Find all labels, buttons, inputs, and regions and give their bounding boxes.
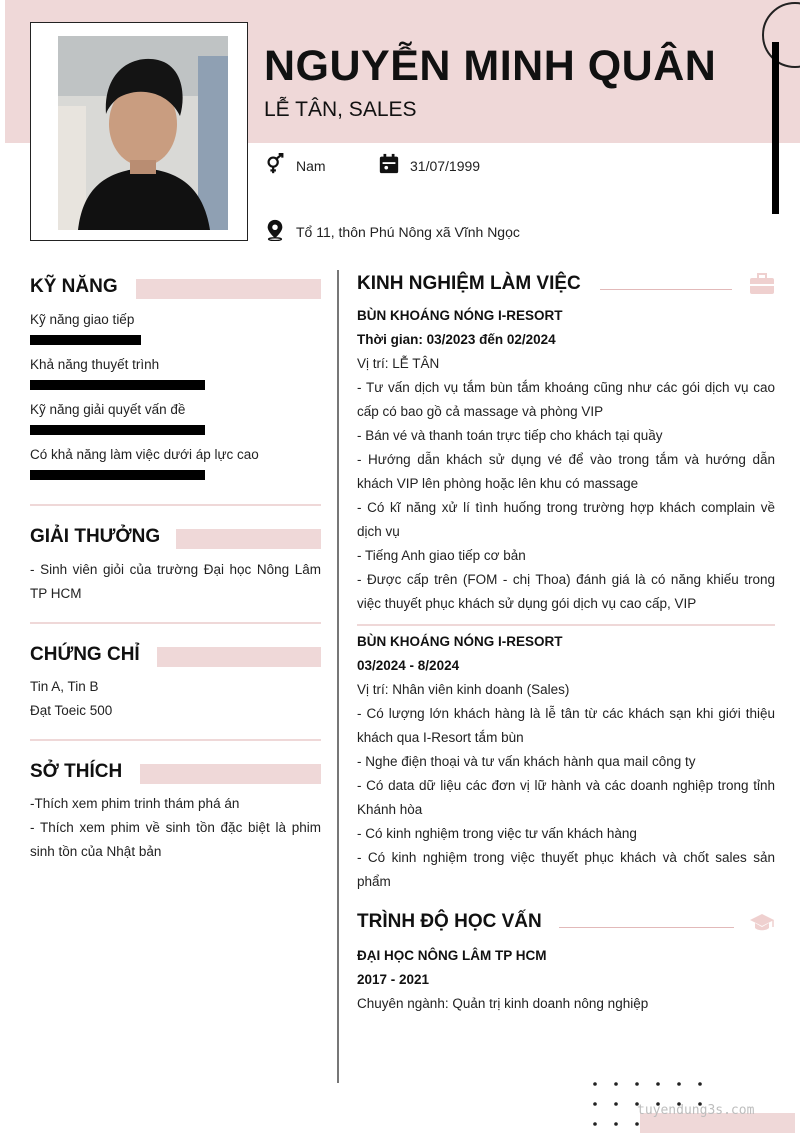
hobbies-list: [30, 792, 321, 864]
address-value: Tổ 11, thôn Phú Nông xã Vĩnh Ngọc: [296, 223, 520, 240]
experience-title: KINH NGHIỆM LÀM VIỆC: [357, 273, 581, 294]
skills-title: KỸ NĂNG: [30, 276, 118, 297]
decorative-vertical-bar: [772, 42, 779, 214]
awards-title: GIẢI THƯỞNG: [30, 526, 161, 547]
job-duty: - Bán vé và thanh toán trực tiếp cho khách tại quầy: [357, 428, 663, 443]
skill-bar: [30, 470, 205, 480]
job-company: BÙN KHOÁNG NÓNG I-RESORT: [357, 308, 563, 323]
experience-header: [357, 270, 775, 302]
birthdate-value: 31/07/1999: [410, 157, 481, 174]
skill-bar: [30, 335, 141, 345]
profile-photo: [58, 36, 228, 230]
job-duty: - Có kinh nghiệm trong việc thuyết phục khách và chốt sales sản phẩm: [357, 850, 775, 889]
left-column: [30, 270, 321, 864]
job-divider: [357, 624, 775, 626]
skills-header-bar: [136, 279, 321, 299]
hobbies-header-bar: [140, 764, 321, 784]
awards-header: [30, 520, 321, 550]
right-column: [357, 270, 775, 1016]
education-school: ĐẠI HỌC NÔNG LÂM TP HCM: [357, 948, 547, 963]
experience-header-line: [600, 289, 732, 290]
graduation-cap-icon: [749, 910, 775, 934]
experience-job-2: [357, 630, 775, 894]
skill-label: Kỹ năng giao tiếp: [30, 312, 135, 327]
hobby-item: -Thích xem phim trinh thám phá án: [30, 796, 240, 811]
gender-info: [264, 153, 326, 178]
awards-text: - Sinh viên giỏi của trường Đại học Nông Lâm TP HCM: [30, 562, 321, 601]
education-period: 2017 - 2021: [357, 972, 430, 987]
hobby-item: - Thích xem phim về sinh tồn đặc biệt là phim sinh tồn của Nhật bản: [30, 820, 321, 859]
job-title: LỄ TÂN, SALES: [264, 98, 417, 121]
certificates-title: CHỨNG CHỈ: [30, 644, 140, 665]
job-duty: - Tư vấn dịch vụ tắm bùn tắm khoáng cũng như các gói dịch vụ cao cấp có bao gồ cả massage và phòng VIP: [357, 380, 775, 419]
full-name: NGUYỄN MINH QUÂN: [264, 42, 717, 90]
job-duty: - Có data dữ liệu các đơn vị lữ hành và các doanh nghiệp trong tỉnh Khánh hòa: [357, 778, 775, 817]
skill-label: Kỹ năng giải quyết vấn đề: [30, 402, 186, 417]
column-divider: [337, 270, 339, 1083]
gender-icon: [264, 153, 286, 178]
certificates-header-bar: [157, 647, 321, 667]
awards-header-bar: [176, 529, 321, 549]
job-duty: - Tiếng Anh giao tiếp cơ bản: [357, 548, 526, 563]
certificate-item: Đạt Toeic 500: [30, 703, 113, 718]
experience-job-1: [357, 304, 775, 616]
job-period: Thời gian: 03/2023 đến 02/2024: [357, 332, 556, 347]
skill-label: Có khả năng làm việc dưới áp lực cao: [30, 447, 259, 462]
skills-header: [30, 270, 321, 300]
calendar-icon: [378, 153, 400, 178]
watermark: tuyendung3s.com: [637, 1103, 755, 1118]
job-position: Vị trí: Nhân viên kinh doanh (Sales): [357, 682, 570, 697]
education-major: Chuyên ngành: Quản trị kinh doanh nông nghiệp: [357, 996, 649, 1011]
job-duty: - Được cấp trên (FOM - chị Thoa) đánh giá là có năng khiếu trong việc thuyết phục khách sử dụng gói dịch vụ cao cấp, VIP: [357, 572, 775, 611]
skill-label: Khả năng thuyết trình: [30, 357, 160, 372]
job-duty: - Nghe điện thoại và tư vấn khách hành qua mail công ty: [357, 754, 696, 769]
job-company: BÙN KHOÁNG NÓNG I-RESORT: [357, 634, 563, 649]
certificates-list: [30, 675, 321, 723]
hobbies-title: SỞ THÍCH: [30, 761, 123, 782]
education-title: TRÌNH ĐỘ HỌC VẤN: [357, 911, 542, 932]
gender-value: Nam: [296, 157, 326, 174]
education-header-line: [559, 927, 734, 928]
education-header: [357, 908, 775, 940]
certificates-header: [30, 638, 321, 668]
job-duty: - Hướng dẫn khách sử dụng vé để vào trong tắm và hướng dẫn khách VIP lên phòng hoặc lên khu có massage: [357, 452, 775, 491]
birthdate-info: [378, 153, 480, 178]
skill-bar: [30, 425, 205, 435]
hobbies-header: [30, 755, 321, 785]
section-divider: [30, 739, 321, 741]
job-duty: - Có lượng lớn khách hàng là lễ tân từ các khách sạn khi giới thiệu khách qua I-Resort tắm bùn: [357, 706, 775, 745]
certificate-item: Tin A, Tin B: [30, 679, 99, 694]
job-period: 03/2024 - 8/2024: [357, 658, 460, 673]
skills-list: [30, 312, 321, 480]
address-info: [264, 219, 520, 244]
location-pin-icon: [264, 219, 286, 244]
skill-bar: [30, 380, 205, 390]
section-divider: [30, 504, 321, 506]
job-position: Vị trí: LỄ TÂN: [357, 356, 440, 371]
job-duty: - Có kĩ năng xử lí tình huống trong trường hợp khách complain về dịch vụ: [357, 500, 775, 539]
education-entry: [357, 944, 775, 1016]
section-divider: [30, 622, 321, 624]
job-duty: - Có kinh nghiệm trong việc tư vấn khách hàng: [357, 826, 637, 841]
briefcase-icon: [749, 272, 775, 296]
